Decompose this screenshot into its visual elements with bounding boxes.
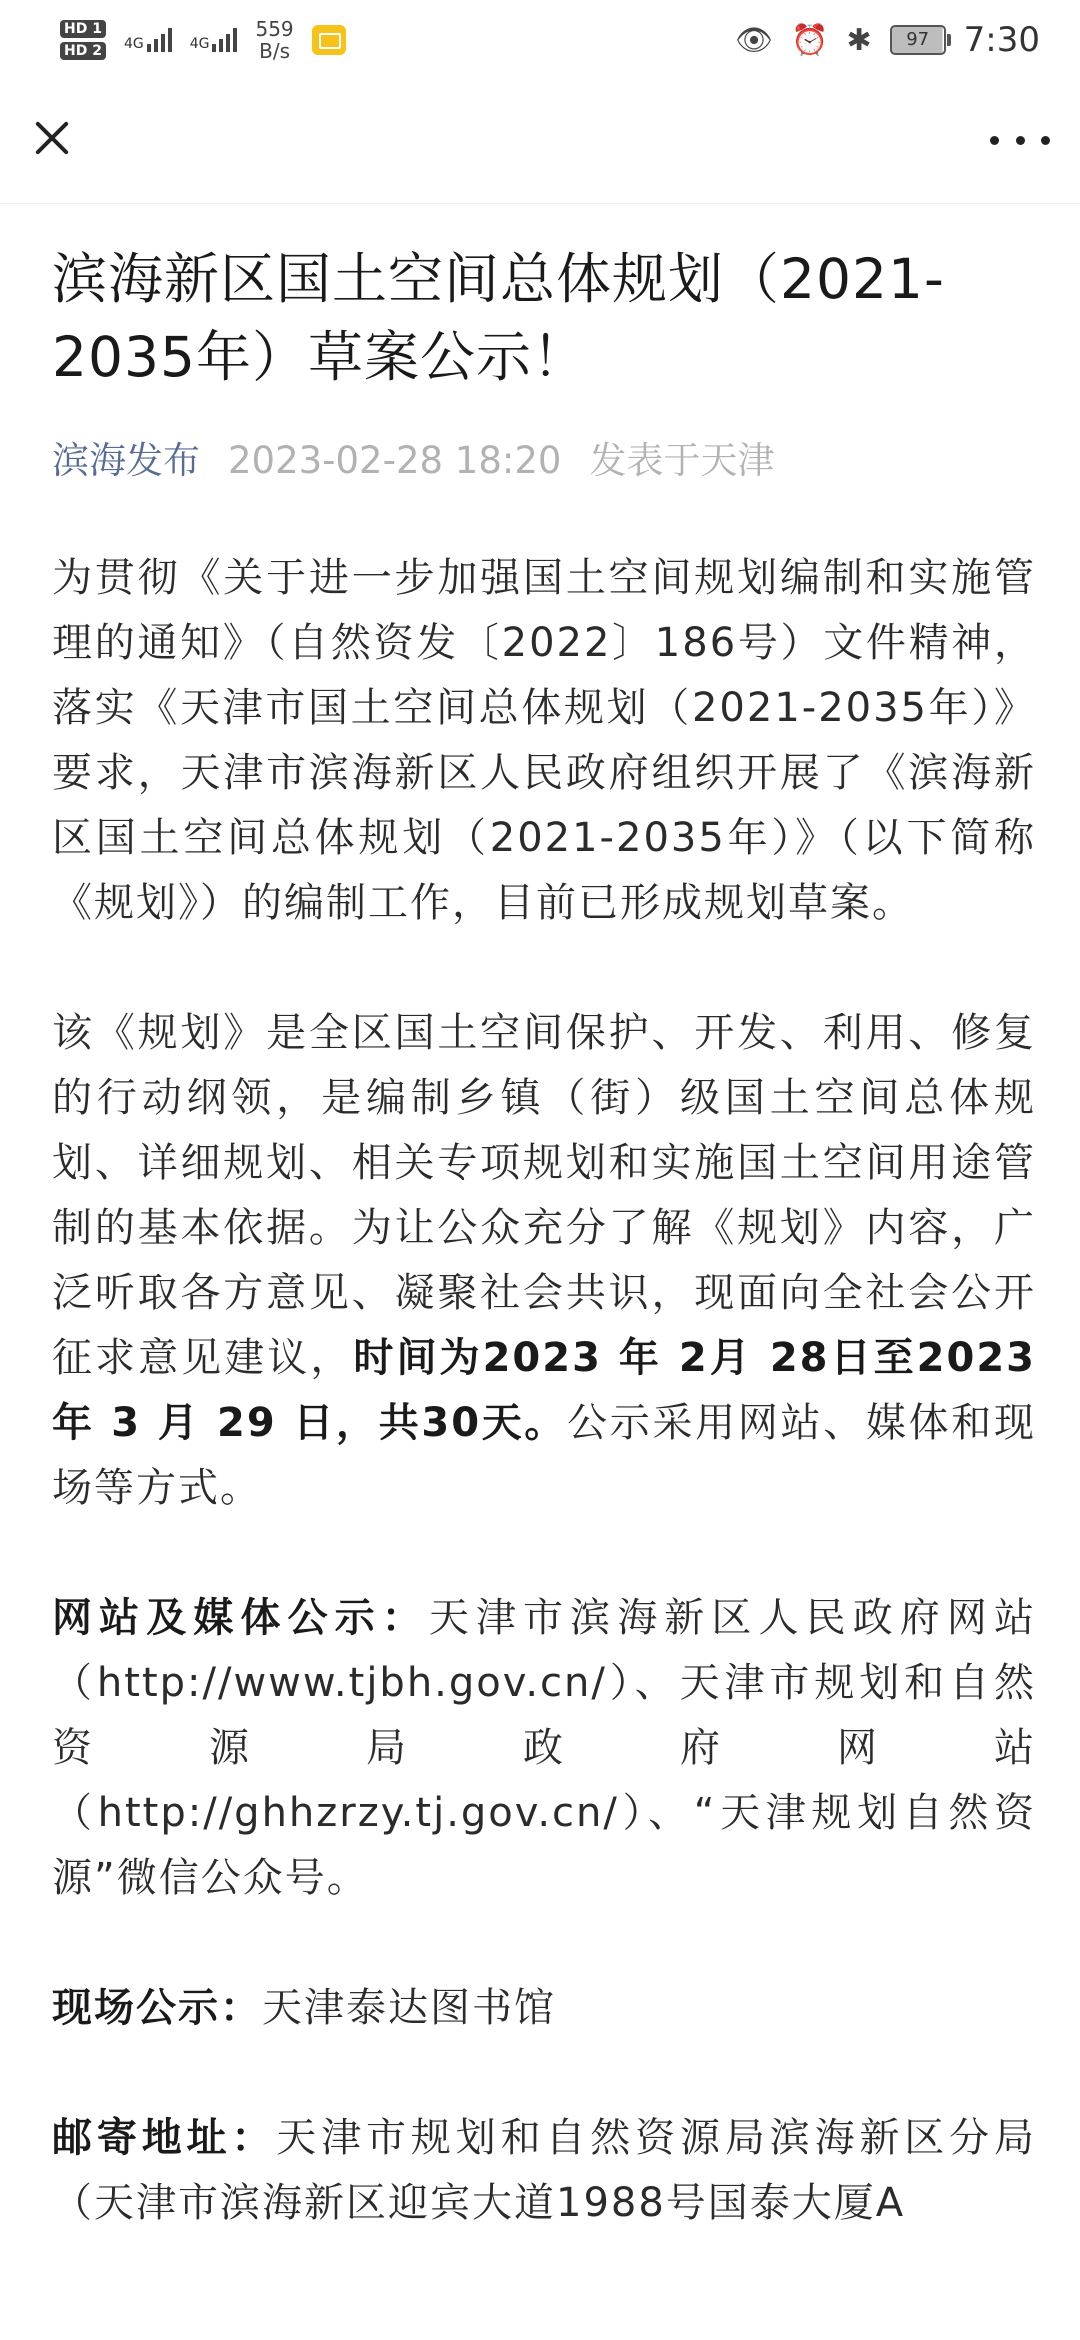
paragraph-1: 为贯彻《关于进一步加强国土空间规划编制和实施管理的通知》（自然资发〔2022〕186号）文件精神，落实《天津市国土空间总体规划（2021-2035年）》要求，天津市滨海新区人民政府组织开展了《滨海新区国土空间总体规划（2021-2035年）》（以下简称《规划》）的编制工作，目前已形成规划草案。 (52, 555, 1036, 926)
network-type-2: 4G (189, 36, 210, 52)
article (52, 240, 1036, 2301)
hd1-badge: HD 1 (60, 20, 106, 38)
eye-icon: 👁 (735, 22, 774, 58)
status-bar-left (60, 18, 346, 62)
paragraph-2 (52, 1001, 1036, 1521)
paragraph-5 (52, 2106, 1036, 2236)
mailing-address-text: 天津市规划和自然资源局滨海新区分局（天津市滨海新区迎宾大道1988号国泰大厦A (52, 2115, 1037, 2226)
alarm-icon: ⏰ (791, 22, 829, 58)
article-body (52, 546, 1036, 2236)
author-link[interactable]: 滨海发布 (52, 439, 200, 482)
signal-2-icon (190, 28, 238, 52)
status-bar-right (735, 20, 1040, 60)
battery-icon: 97 (890, 25, 946, 55)
top-nav-bar (0, 80, 1080, 204)
paragraph-2-end: 公示采用网站、媒体和现场等方式。 (52, 1400, 1036, 1511)
more-options-icon[interactable] (990, 120, 1050, 160)
article-title: 滨海新区国土空间总体规划（2021-2035年）草案公示！ (52, 247, 945, 389)
network-speed (255, 18, 293, 62)
website-media-label: 网站及媒体公示： (52, 1595, 429, 1641)
network-type-1: 4G (123, 36, 144, 52)
status-bar (0, 0, 1080, 80)
onsite-label: 现场公示： (52, 1985, 262, 2031)
onsite-text: 天津泰达图书馆 (262, 1985, 556, 2031)
bluetooth-vibrate-icon: ✱ (846, 22, 872, 58)
mailing-address-label: 邮寄地址： (52, 2115, 277, 2161)
publish-date: 2023-02-28 18:20 (228, 439, 562, 482)
consultation-period: 时间为2023 年 2月 28日至2023 年 3 月 29 日，共30天。 (52, 1335, 1037, 1446)
paragraph-3 (52, 1586, 1036, 1911)
website-media-text: 天津市滨海新区人民政府网站（http://www.tjbh.gov.cn/）、天津市规划和自然资源局政府网站（http://ghhzrzy.tj.gov.cn/）、“天津规划自然资源”微信公众号。 (52, 1595, 1037, 1901)
speed-unit: B/s (259, 39, 291, 63)
close-icon[interactable] (24, 110, 80, 166)
hd-indicators (60, 20, 106, 60)
signal-1-icon (124, 28, 172, 52)
message-notification-icon (312, 25, 346, 55)
publish-location: 发表于天津 (589, 439, 775, 482)
clock: 7:30 (963, 20, 1040, 60)
speed-value: 559 (255, 17, 294, 41)
article-meta (52, 436, 1036, 486)
paragraph-4 (52, 1976, 1036, 2041)
hd2-badge: HD 2 (60, 42, 106, 60)
paragraph-2-start: 该《规划》是全区国土空间保护、开发、利用、修复的行动纲领，是编制乡镇（街）级国土空间总体规划、详细规划、相关专项规划和实施国土空间用途管制的基本依据。为让公众充分了解《规划》内容，广泛听取各方意见、凝聚社会共识，现面向全社会公开征求意见建议， (52, 1010, 1036, 1381)
